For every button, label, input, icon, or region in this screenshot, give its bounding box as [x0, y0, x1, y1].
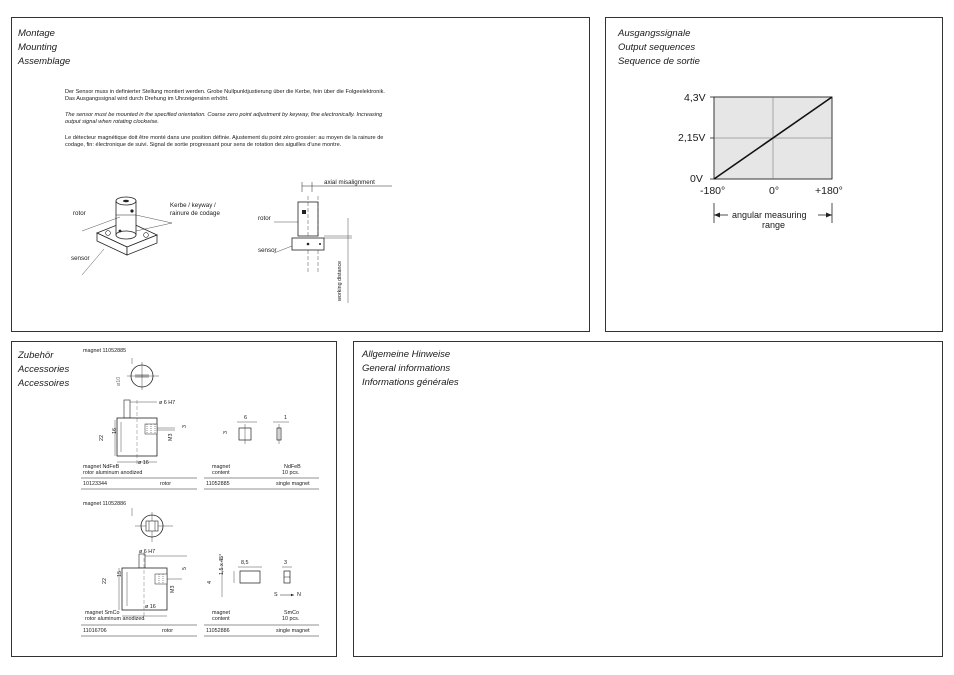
accessories-title-en: Accessories [18, 364, 70, 375]
y-tick-mid: 2,15V [678, 132, 706, 144]
x-tick-right: +180° [815, 185, 843, 197]
montage-title-de: Montage [18, 28, 55, 39]
m1-rotor-label: rotor [160, 481, 172, 487]
m2-single-no: 11052886 [206, 628, 230, 634]
m2-rotor-no: 11016706 [83, 628, 107, 634]
m1-content-1: magnet [212, 464, 230, 470]
m1-rotor-no: 10123344 [83, 481, 107, 487]
m1-dim-d2: ø 16 [138, 460, 149, 466]
general-title-en: General informations [362, 363, 451, 374]
range-arrow-right-head [826, 213, 832, 218]
general-title-de: Allgemeine Hinweise [362, 349, 451, 360]
m2-rotor-desc-1: magnet SmCo [85, 610, 120, 616]
montage-title-en: Mounting [18, 42, 58, 53]
general-panel [353, 341, 943, 657]
general-title [362, 348, 459, 390]
m2-dim-w2: 3 [284, 560, 287, 566]
m1-rotor-desc-2: rotor aluminum anodized [83, 470, 143, 476]
fig1-keyway-label-1: Kerbe / keyway / [170, 202, 216, 209]
m2-dim-h3: 5 [182, 567, 188, 570]
montage-title-fr: Assemblage [18, 56, 71, 67]
m2-dim-w4: 4 [207, 581, 213, 584]
m2-n-label: N [297, 592, 301, 598]
montage-panel [11, 17, 590, 332]
m2-content-1: magnet [212, 610, 230, 616]
m1-dim-h4: M3 [168, 433, 174, 441]
fig2-working-label: working distance [337, 260, 343, 301]
x-tick-left: -180° [700, 185, 726, 197]
m1-dim-w2: 1 [284, 415, 287, 421]
montage-title [18, 27, 70, 69]
m2-dim-w1: 8,5 [241, 560, 249, 566]
fig2-rotor-label: rotor [258, 215, 271, 222]
m1-content-2: content [212, 470, 230, 476]
m2-dim-w3: 1,5 x 45° [219, 553, 225, 575]
m2-dim-h1: 22 [102, 578, 108, 584]
fig1-keyway-label-2: rainure de codage [170, 210, 220, 217]
m2-dim-h2: 15 [117, 571, 123, 577]
m1-rotor-desc-1: magnet NdFeB [83, 464, 120, 470]
output-title-en: Output sequences [618, 42, 696, 53]
m2-dim-h4: M3 [170, 585, 176, 593]
m2-single-label: single magnet [276, 628, 310, 634]
fig2-sensor-label: sensor [258, 247, 277, 254]
text-en: The sensor must be mounted in the specified orientation. Coarse zero point adjustment by keyway, fine electronically. Increasing output signal when rotating clockwise. [65, 111, 383, 126]
fig2-axial-label: axial misalignment [324, 179, 375, 186]
m1-dim-c: ø10 [116, 376, 122, 386]
output-title-de: Ausgangssignale [618, 28, 691, 39]
accessories-title-fr: Accessoires [18, 378, 70, 389]
y-tick-bottom: 0V [690, 173, 703, 185]
m2-dim-d2: ø 16 [145, 604, 156, 610]
general-title-fr: Informations générales [362, 377, 459, 388]
output-chart [606, 18, 944, 333]
m1-name: magnet 11052885 [83, 348, 127, 354]
m1-dim-d1: ø 6 H7 [159, 400, 176, 406]
m1-dim-h1: 22 [99, 435, 105, 441]
y-tick-top: 4,3V [684, 92, 706, 104]
range-arrow-left-head [714, 213, 720, 218]
fig1-sensor-label: sensor [71, 255, 90, 262]
m1-single-no: 11052885 [206, 481, 230, 487]
text-fr: Le détecteur magnétique doit être monté dans une position définie. Ajustement du point zéro grossier: au moyen de la rainure de codage, fin: électronique de suivi. Signal de sortie progressant pour sens de rotation des aiguilles d'une montre. [65, 134, 384, 149]
m2-mat-2: 10 pcs. [282, 616, 300, 622]
m1-single-label: single magnet [276, 481, 310, 487]
m2-content-2: content [212, 616, 230, 622]
m2-s-label: S [274, 592, 278, 598]
m1-dim-h2: 16 [112, 428, 118, 434]
range-label-1: angular measuring [732, 210, 807, 220]
fig1-rotor-label: rotor [73, 210, 86, 217]
m2-name: magnet 11052886 [83, 501, 127, 507]
range-label-2: range [762, 220, 786, 230]
m1-mat-1: NdFeB [284, 464, 301, 470]
m2-dim-d1: ø 6 H7 [139, 549, 156, 555]
text-de: Der Sensor muss in definierter Stellung montiert werden. Grobe Nullpunktjustierung über die Kerbe, fein über die Folgeelektronik. Das Ausgangssignal wird durch Drehung im Uhrzeigersinn erhöht. [65, 89, 385, 103]
m2-rotor-label: rotor [162, 628, 174, 634]
output-title-fr: Sequence de sortie [618, 56, 700, 67]
montage-text [65, 89, 385, 157]
output-panel [605, 17, 943, 332]
m2-mat-1: SmCo [284, 610, 299, 616]
m2-top-view [117, 508, 187, 548]
m1-dim-h3: 3 [182, 425, 188, 428]
accessories-title-de: Zubehör [18, 350, 54, 361]
m1-dim-w1: 6 [244, 415, 247, 421]
x-tick-mid: 0° [769, 185, 780, 197]
m2-rotor-desc-2: rotor aluminum anodized [85, 616, 145, 622]
m1-dim-w3: 3 [223, 431, 229, 434]
m1-mat-2: 10 pcs. [282, 470, 300, 476]
accessories-panel [11, 341, 337, 657]
